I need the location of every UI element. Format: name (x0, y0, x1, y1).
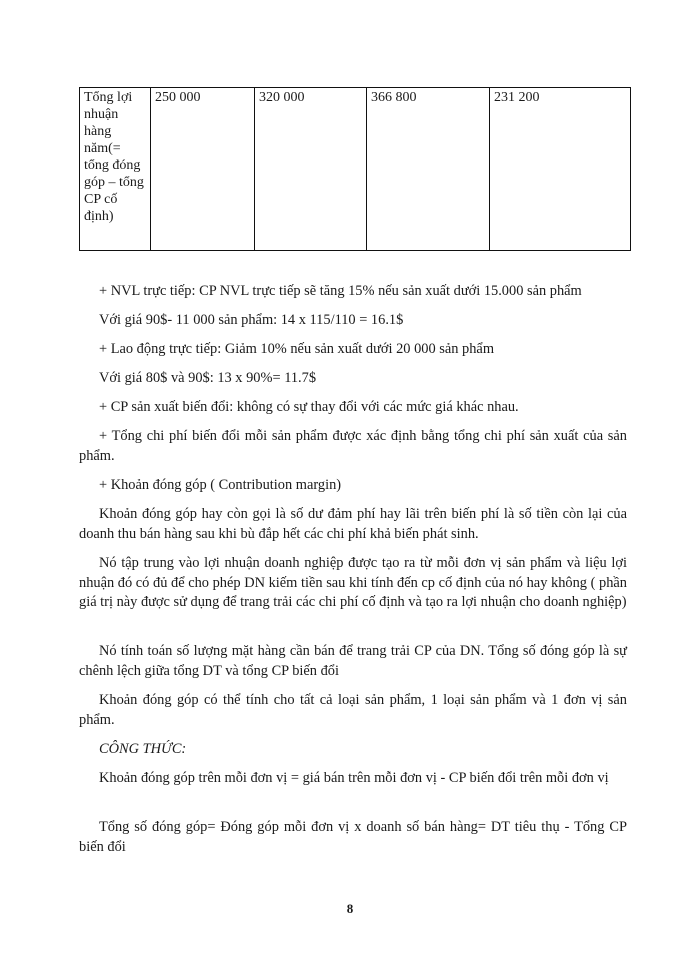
table-row-label: Tổng lợi nhuận hàng năm(= tổng đóng góp – tổng CP cố định) (80, 88, 151, 251)
formula-heading: CÔNG THỨC: (99, 741, 187, 757)
text-line-nvl: + NVL trực tiếp: CP NVL trực tiếp sẽ tăng 15% nếu sản xuất dưới 15.000 sản phẩm (99, 283, 582, 299)
text-line-price-80-90: Với giá 80$ và 90$: 13 x 90%= 11.7$ (99, 370, 317, 386)
text-line-variable-cost: + CP sản xuất biến đổi: không có sự thay đổi với các mức giá khác nhau. (99, 399, 519, 415)
page-number: 8 (346, 901, 354, 916)
table-cell: 231 200 (490, 88, 631, 251)
table-cell: 250 000 (151, 88, 255, 251)
formula-per-unit: Khoản đóng góp trên mỗi đơn vị = giá bán trên mỗi đơn vị - CP biến đổi trên mỗi đơn vị (99, 770, 609, 786)
paragraph-total-variable-cost: + Tổng chi phí biến đổi mỗi sản phẩm được xác định bằng tổng chi phí sản xuất của sản phẩm. (79, 428, 627, 464)
text-line-labor: + Lao động trực tiếp: Giảm 10% nếu sản xuất dưới 20 000 sản phẩm (99, 341, 495, 357)
paragraph-quantity: Nó tính toán số lượng mặt hàng cần bán để trang trải CP của DN. Tổng số đóng góp là sự chênh lệch giữa tổng DT và tổng CP biến đổi (79, 643, 627, 679)
text-line-price-90: Với giá 90$- 11 000 sản phẩm: 14 x 115/110 = 16.1$ (99, 312, 404, 328)
table-cell: 366 800 (367, 88, 490, 251)
profit-table (79, 87, 631, 251)
paragraph-contribution-definition: Khoản đóng góp hay còn gọi là số dư đảm phí hay lãi trên biến phí là số tiền còn lại của doanh thu bán hàng sau khi bù đắp hết các chi phí khả biến phát sinh. (79, 506, 627, 542)
paragraph-contribution-heading: + Khoản đóng góp ( Contribution margin) (99, 477, 342, 493)
paragraph-applicability: Khoản đóng góp có thể tính cho tất cả loại sản phẩm, 1 loại sản phẩm và 1 đơn vị sản phẩm. (79, 692, 627, 728)
formula-total: Tổng số đóng góp= Đóng góp mỗi đơn vị x doanh số bán hàng= DT tiêu thụ - Tổng CP biến đổi (79, 819, 627, 855)
table-row (80, 88, 631, 251)
paragraph-profit-focus: Nó tập trung vào lợi nhuận doanh nghiệp được tạo ra từ mỗi đơn vị sản phẩm và liệu lợi nhuận đó có đủ để cho phép DN kiếm tiền sau khi tính đến cp cố định của nó hay không ( phần giá trị này được sử dụng để trang trải các chi phí cố định và tạo ra lợi nhuận cho doanh nghiệp) (79, 555, 627, 610)
table-cell: 320 000 (255, 88, 367, 251)
